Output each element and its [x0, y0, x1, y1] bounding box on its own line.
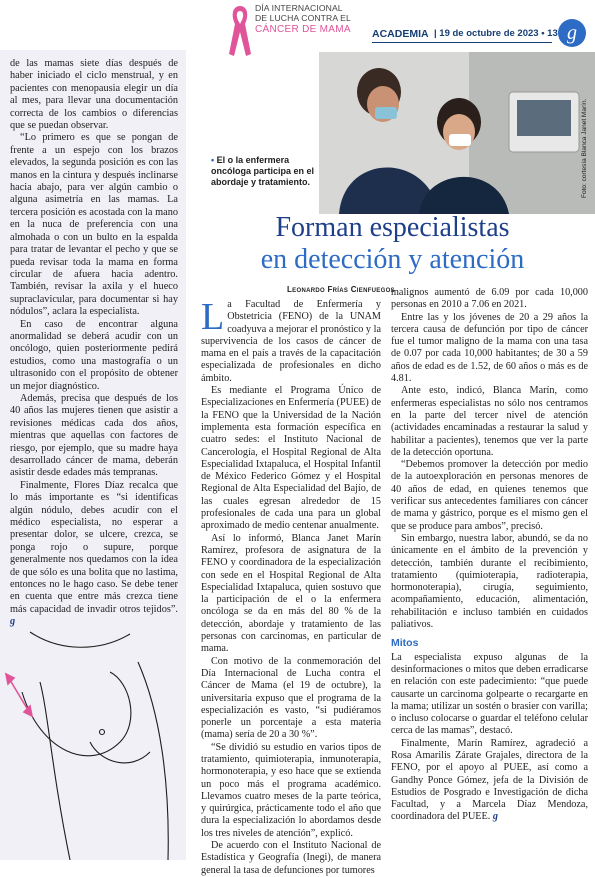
header-rule — [372, 42, 552, 43]
svg-text:Foto: cortesía Blanca Janet Ma: Foto: cortesía Blanca Janet Marín. — [581, 98, 588, 198]
photo-caption — [211, 155, 315, 188]
left-paragraph: de las mamas siete días después de haber iniciado el ciclo menstrual, y en pacientes con menopausia elegir un día al mes, para llevar una documentación correcta de los cambios o diferencias que se puedan observar. — [10, 58, 178, 132]
issue-date-page: | 19 de octubre de 2023 • 13 — [434, 28, 558, 39]
left-paragraph: Además, precisa que después de los 40 años las mujeres tienen que asistir a revisiones médicas cada dos años, mientras que aquellas con factores de riesgo, por ejemplo, que su madre haya desarrollado cáncer de mama, deberán asistir desde edades más tempranas. — [10, 392, 178, 479]
end-mark: g — [10, 616, 16, 628]
body-paragraph: Con motivo de la conmemoración del Día Internacional de Lucha contra el Cáncer de Mama (el 19 de octubre), la universitaria expuso que el programa de la especialización es vasto, “si pudiéramos ponerle un porcentaje a esta materia (mama) sería de 20 a 30 %”. — [201, 655, 381, 741]
photo-caption-text: El o la enfermera oncóloga participa en el abordaje y tratamiento. — [211, 155, 315, 187]
body-paragraph: Entre las y los jóvenes de 20 a 29 años la tercera causa de defunción por tipo de cáncer fue el tumor maligno de la mama con una tasa de 0.07 por cada 10,000 habitantes; de 30 a 59 años de edad es de 1.52, de 60 años o más es de 4.81. — [391, 311, 588, 385]
headline-line-2: en detección y atención — [260, 244, 525, 275]
body-paragraph: Sin embargo, nuestra labor, abundó, se da no únicamente en el ámbito de la prevención y detección, también durante el recibimiento, tratamiento (quimioterapia, radioterapia, hormonoterapia), cirugía, seguimiento, acompañamiento, educación, alimentación, rehabilitación e incluso también en cuidados paliativos. — [391, 532, 588, 631]
photo-credit — [579, 90, 589, 200]
body-paragraph: “Debemos promover la detección por medio de la autoexploración en personas menores de 40 años de edad, en quienes tenemos que verificar sus antecedentes familiares con cáncer de mama y gástrico, porque es el mismo gen el que se produce para ambos”, precisó. — [391, 459, 588, 532]
body-paragraph: De acuerdo con el Instituto Nacional de Estadística y Geografía (Inegi), de manera general la tasa de defunciones por tumores — [201, 840, 381, 876]
left-paragraph-text: Finalmente, Flores Díaz recalca que lo más importante es “si identificas algún nódulo, debes acudir con el médico especialista, no esperar a presentar dolor, se ulcere, crezca, se ponga rojo o supure, porque generalmente nos quedamos con la idea de que sólo es una bolita que no lastima, entonces no le hago caso. Se debe tener en cuenta que entre más crezca tiene más capacidad de invadir otros tejidos”. — [10, 479, 178, 615]
body-paragraph-text: Finalmente, Marín Ramírez, agradeció a Rosa Amarilis Zárate Grajales, directora de la FENO, por el apoyo al PUEE, así como a Gandhy Ponce Gómez, jefa de la División de Estudios de Posgrado e Investigación de dicha Facultad, y a Marcela Díaz Mendoza, coordinadora del PUEE. — [391, 737, 588, 823]
body-paragraph: malignos aumentó de 6.09 por cada 10,000 personas en 2010 a 7.06 en 2021. — [391, 287, 588, 311]
svg-text:g: g — [567, 22, 577, 44]
body-paragraph: “Se dividió su estudio en varios tipos de tratamiento, quimioterapia, inmunoterapia, hormonoterapia, y eso hace que se extienda un poco más el programa académico. Llevamos cuatro meses de la parte teórica, y quirúrgica, prácticamente todo el año que dura la especialización lo abordamos desde los tres niveles de atención”, explicó. — [201, 741, 381, 839]
body-paragraph — [391, 738, 588, 824]
lead-paragraph — [201, 296, 381, 385]
caption-bullet: • — [211, 155, 217, 165]
headline-line-1: Forman especialistas — [275, 212, 510, 243]
left-column-text — [10, 58, 178, 629]
event-line-2: DE LUCHA CONTRA EL — [255, 12, 351, 23]
drop-cap: L — [201, 296, 225, 338]
subhead-mitos: Mitos — [391, 637, 419, 650]
self-exam-illustration-icon — [0, 622, 186, 860]
right-column-text — [391, 287, 588, 824]
nurses-with-patient-monitor-photo-icon — [319, 52, 595, 214]
byline: Leonardo Frías Cienfuegos — [287, 285, 395, 294]
event-line-3: CÁNCER DE MAMA — [255, 24, 351, 35]
event-line-1: DÍA INTERNACIONAL — [255, 3, 343, 13]
pink-ribbon-icon — [225, 2, 255, 62]
body-paragraph: La especialista expuso algunas de la desinformaciones o mitos que deben erradicarse en relación con este padecimiento: “que puede causarte un carcinoma golpearte o recargarte en la mama; utilizar un sostén o brasier con varilla; o incluso colocarse o guardar el teléfono celular cerca de las mamas”, destacó. — [391, 651, 588, 737]
middle-column-text — [201, 296, 381, 877]
end-mark: g — [492, 811, 498, 823]
left-paragraph — [10, 480, 178, 629]
body-paragraph: Ante esto, indicó, Blanca Marín, como enfermeras especialistas no sólo nos centramos en la parte del tercer nivel de atención (actividades encaminadas a restaurar la salud y habilitar a pacientes), tenemos que ver la parte de la detección oportuna. — [391, 385, 588, 458]
left-paragraph: “Lo primero es que se pongan de frente a un espejo con los brazos elevados, la segunda posición es con las manos en la cintura y después inclinarse hacia abajo, para ver algún cambio o alguna asimetría en las mamas. La tercera posición es acostada con la mano en la nuca de preferencia con una almohada o con un bulto en la espalda para tratar de levantar el pecho y que se pueda revisar toda la mama en forma circular de afuera hacia adentro. También, revisar la axila y el hueco supraclavicular, para documentar si hay nódulos”, aclara la especialista. — [10, 132, 178, 318]
left-paragraph: En caso de encontrar alguna anormalidad se deberá acudir con un oncólogo, quien posteriormente pedirá estudios, como una mastografía o un ultrasonido con el propósito de obtener un mejor diagnóstico. — [10, 318, 178, 392]
lead-paragraph-text: a Facultad de Enfermería y Obstetricia (FENO) de la UNAM coadyuva a mejorar el pronóstico y la supervivencia de los casos de cáncer de mama en el país a través de la capacitación especializada de profesionales en dicho ámbito. — [201, 299, 381, 384]
section-name: ACADEMIA — [372, 28, 429, 40]
gaceta-logo-icon — [557, 18, 587, 48]
body-paragraph: Es mediante el Programa Único de Especializaciones en Enfermería (PUEE) de la FENO que la Universidad de la Nación implementa esta formación específica en cuatro sedes: el Instituto Nacional de Cancerología, el Hospital Regional de Alta Especialidad Ixtapaluca, el Hospital Infantil de México Federico Gómez y el Hospital Regional de Alta Especialidad del Bajío, de las cuales egresan alrededor de 15 profesionales de cada una para un global aproximado de medio centenar anualmente. — [201, 385, 381, 532]
body-paragraph: Así lo informó, Blanca Janet Marín Ramírez, profesora de asignatura de la FENO y coordinadora de la especialización con sede en el Hospital Regional de Alta Especialidad Ixtapaluca, quien sostuvo que la participación de el o la enfermera oncóloga se da en más del 80 % de la detección, abordaje y tratamiento de las personas con carcinomas, en particular de mama. — [201, 532, 381, 655]
event-title — [255, 4, 351, 23]
